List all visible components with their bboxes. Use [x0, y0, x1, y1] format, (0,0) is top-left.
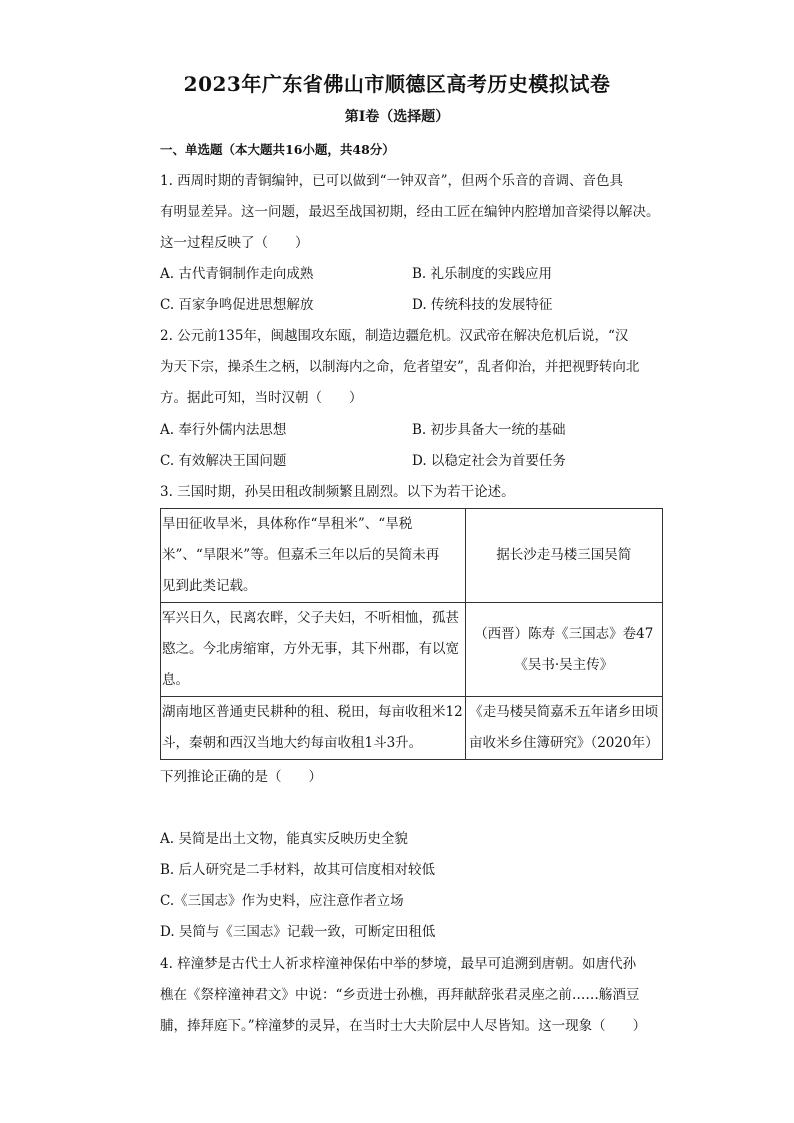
q3-option-b[interactable]: B. 后人研究是二手材料，故其可信度相对较低 [160, 862, 436, 878]
q3-option-c[interactable]: C.《三国志》作为史料，应注意作者立场 [160, 893, 404, 909]
q4-stem-line: 脯，捧拜庭下。”梓潼梦的灵异，在当时士大夫阶层中人尽皆知。这一现象（ ） [160, 1018, 647, 1034]
q3-prompt: 下列推论正确的是（ ） [160, 769, 322, 785]
part-heading: 第I卷（选择题） [344, 109, 450, 125]
q3-option-a[interactable]: A. 吴简是出土文物，能真实反映历史全貌 [160, 831, 408, 847]
q3-intro: 3. 三国时期，孙吴田租改制频繁且剧烈。以下为若干论述。 [160, 484, 515, 500]
q1-option-c[interactable]: C. 百家争鸣促进思想解放 [160, 297, 314, 313]
table-cell-source: （西晋）陈寿《三国志》卷47 《吴书·吴主传》 [465, 603, 662, 697]
q2-option-b[interactable]: B. 初步具备大一统的基础 [412, 422, 566, 438]
table-cell-content: 湖南地区普通吏民耕种的租、税田，每亩收租米12 斗，秦朝和西汉当地大约每亩收租1斗3升。 [161, 697, 466, 760]
q2-stem-line: 为天下宗，操杀生之柄，以制海内之命，危者望安”，乱者仰治，并把视野转向北 [160, 359, 640, 375]
q1-option-b[interactable]: B. 礼乐制度的实践应用 [412, 266, 553, 282]
q2-option-d[interactable]: D. 以稳定社会为首要任务 [412, 453, 566, 469]
table-cell-source: 据长沙走马楼三国吴简 [465, 509, 662, 603]
section-heading: 一、单选题（本大题共16小题，共48分） [160, 142, 395, 157]
q2-stem-line: 2. 公元前135年，闽越围攻东瓯，制造边疆危机。汉武帝在解决危机后说，“汉 [160, 328, 629, 344]
q1-option-d[interactable]: D. 传统科技的发展特征 [412, 297, 553, 313]
q3-option-d[interactable]: D. 吴简与《三国志》记载一致，可断定田租低 [160, 924, 436, 940]
table-row [161, 697, 663, 760]
table-row [161, 603, 663, 697]
q1-stem-line: 这一过程反映了（ ） [160, 235, 309, 251]
q2-option-c[interactable]: C. 有效解决王国问题 [160, 453, 287, 469]
q1-stem-line: 有明显差异。这一问题，最迟至战国初期，经由工匠在编钟内腔增加音梁得以解决。 [160, 204, 660, 220]
table-cell-source: 《走马楼吴简嘉禾五年诸乡田顷 亩收米乡住簿研究》（2020年） [465, 697, 662, 760]
table-cell-content: 旱田征收旱米，具体称作“旱租米”、“旱税 米”、“旱限米”等。但嘉禾三年以后的吴简未再 见到此类记载。 [161, 509, 466, 603]
q3-source-table [160, 508, 663, 760]
q1-stem-line: 1. 西周时期的青铜编钟，已可以做到“一钟双音”，但两个乐音的音调、音色具 [160, 173, 623, 189]
table-cell-content: 军兴日久，民离农畔，父子夫妇，不听相恤，孤甚 愍之。今北虏缩窜，方外无事，其下州郡，有以宽 息。 [161, 603, 466, 697]
table-row [161, 509, 663, 603]
q2-stem-line: 方。据此可知，当时汉朝（ ） [160, 390, 363, 406]
exam-title: 2023年广东省佛山市顺德区高考历史模拟试卷 [183, 72, 611, 96]
q1-option-a[interactable]: A. 古代青铜制作走向成熟 [160, 266, 314, 282]
q4-stem-line: 4. 梓潼梦是古代士人祈求梓潼神保佑中举的梦境，最早可追溯到唐朝。如唐代孙 [160, 956, 637, 972]
q4-stem-line: 樵在《祭梓潼神君文》中说：“乡贡进士孙樵，再拜献辞张君灵座之前……觞酒豆 [160, 987, 640, 1003]
q2-option-a[interactable]: A. 奉行外儒内法思想 [160, 422, 287, 438]
